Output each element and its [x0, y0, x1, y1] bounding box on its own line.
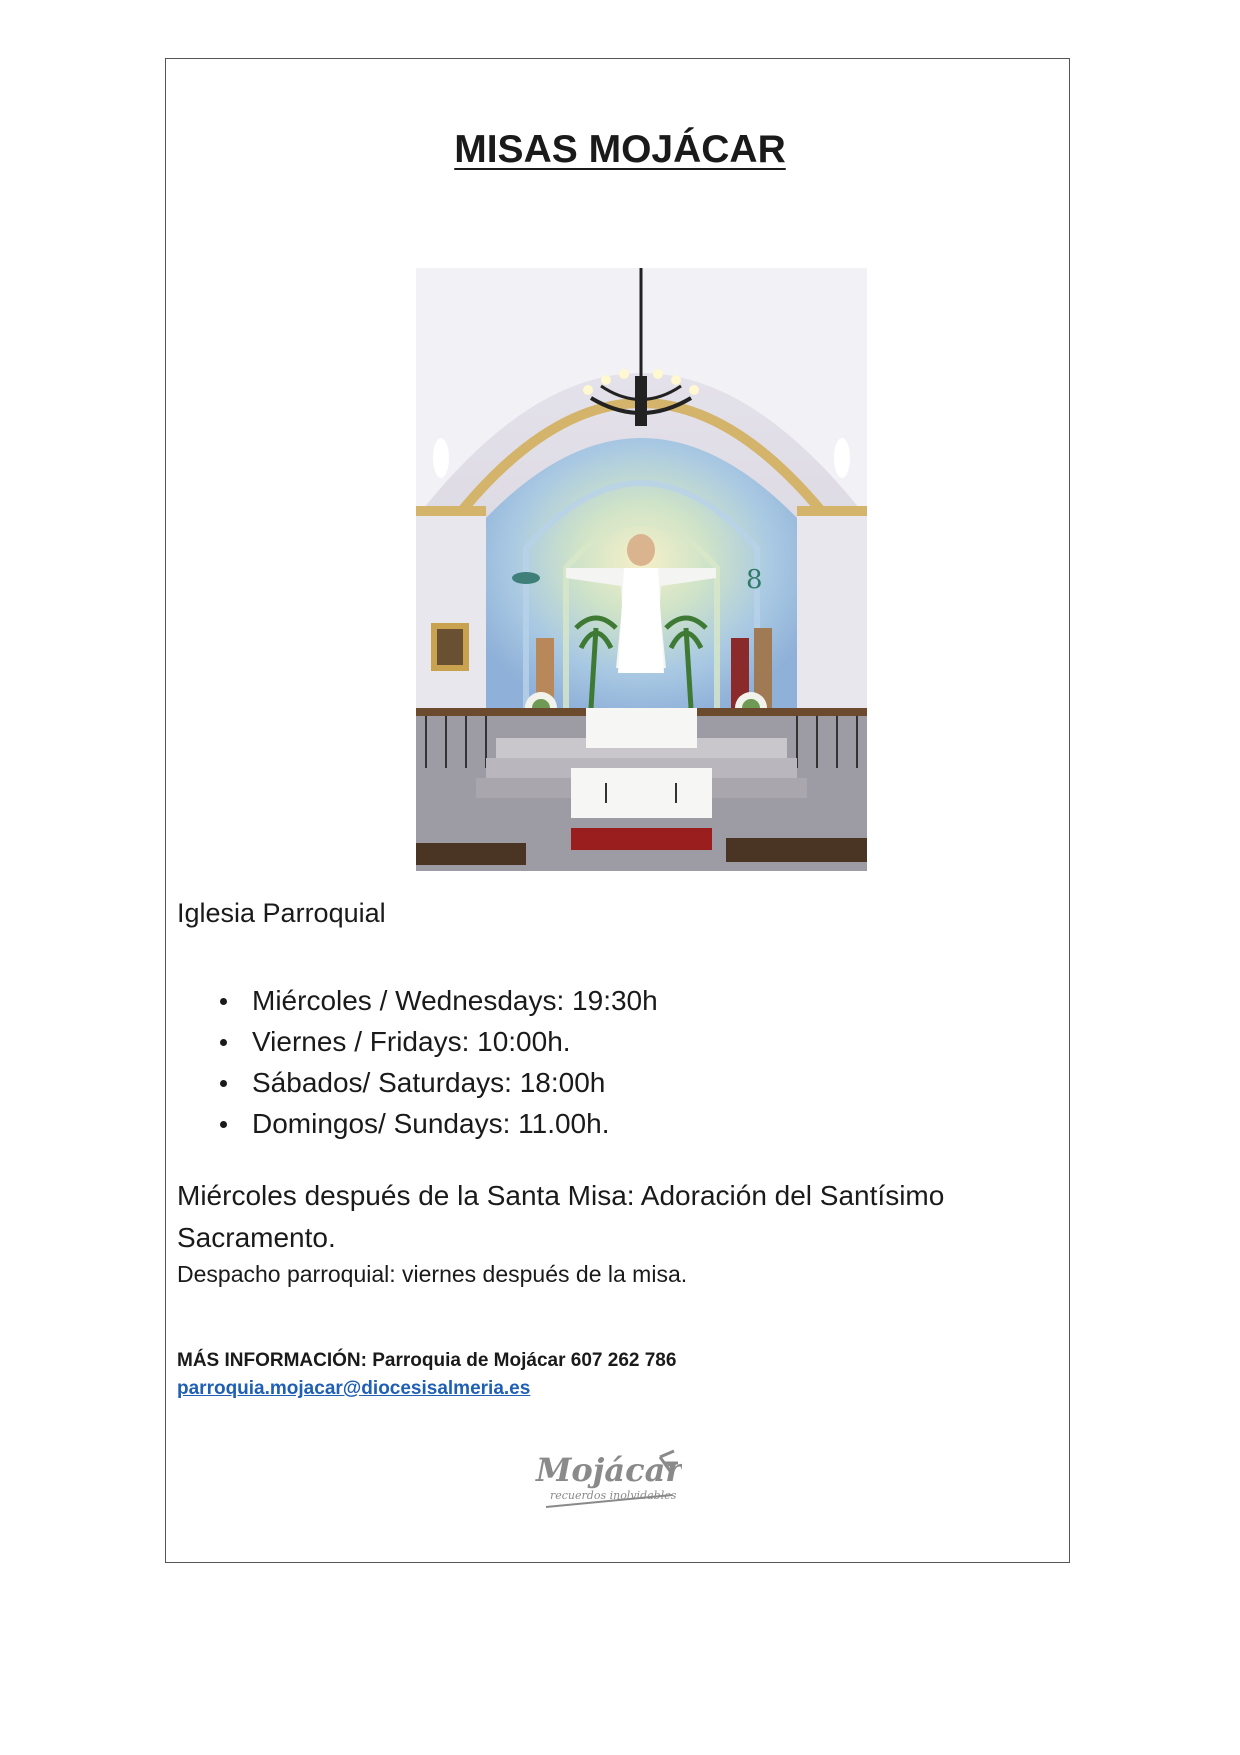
list-item: Viernes / Fridays: 10:00h.: [215, 1021, 658, 1062]
svg-text:Mojácar: Mojácar: [536, 1451, 682, 1489]
church-name: Iglesia Parroquial: [177, 898, 386, 928]
svg-text:recuerdos inolvidables: recuerdos inolvidables: [550, 1489, 677, 1502]
list-item: Domingos/ Sundays: 11.00h.: [215, 1103, 658, 1144]
church-altar-photo: [416, 268, 867, 871]
page-title: MISAS MOJÁCAR: [454, 128, 786, 171]
adoration-note: Miércoles después de la Santa Misa: Adoración del Santísimo Sacramento.: [177, 1180, 945, 1253]
contact-info: MÁS INFORMACIÓN: Parroquia de Mojácar 607 262 786: [177, 1350, 677, 1371]
list-item: Miércoles / Wednesdays: 19:30h: [215, 980, 658, 1021]
svg-text:8: 8: [746, 565, 763, 595]
mojacar-logo: [532, 1445, 682, 1517]
list-item: Sábados/ Saturdays: 18:00h: [215, 1062, 658, 1103]
mass-schedule-list: [215, 980, 658, 1144]
email-link[interactable]: parroquia.mojacar@diocesisalmeria.es: [177, 1378, 531, 1399]
office-hours-note: Despacho parroquial: viernes después de la misa.: [177, 1261, 688, 1287]
